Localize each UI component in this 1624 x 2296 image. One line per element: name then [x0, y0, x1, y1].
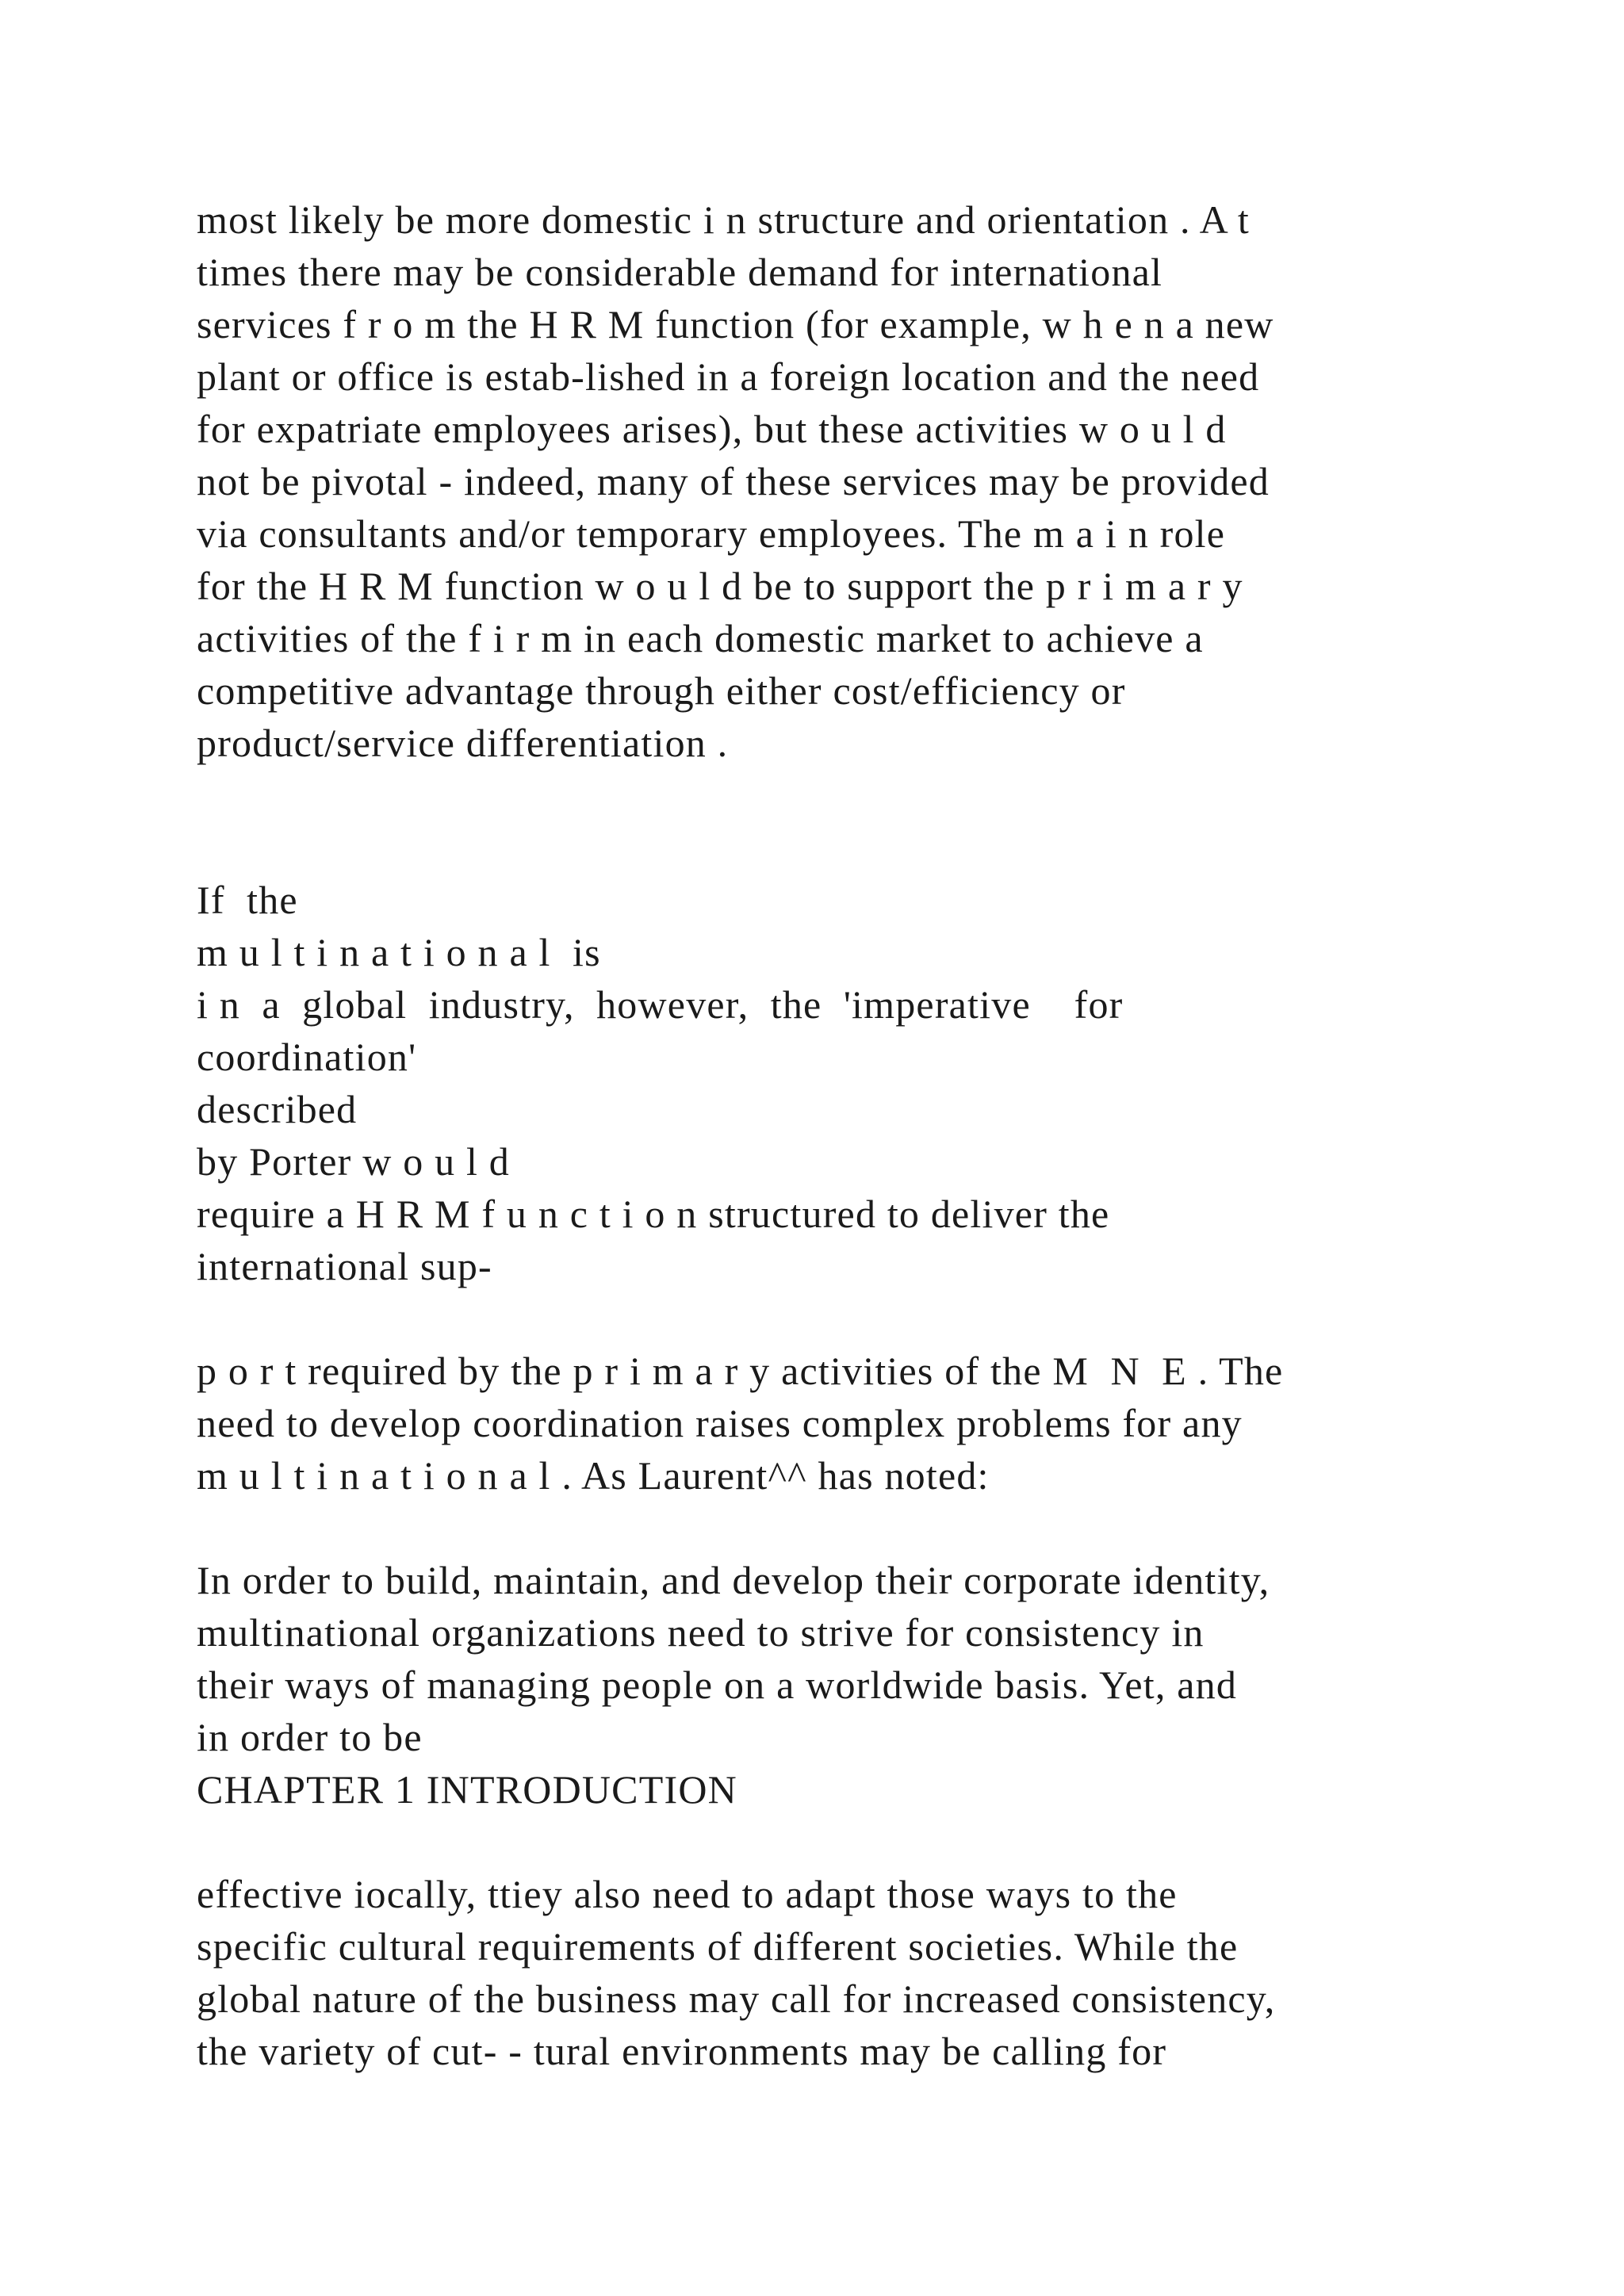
text-line: for expatriate employees arises), but these activities w o u l d — [197, 407, 1227, 451]
text-line: international sup- — [197, 1244, 492, 1288]
paragraph-spacer — [197, 1292, 1545, 1345]
text-line: need to develop coordination raises complex problems for any — [197, 1401, 1243, 1445]
text-line: multinational organizations need to strive for consistency in — [197, 1610, 1205, 1655]
text-line: In order to build, maintain, and develop their corporate identity, — [197, 1558, 1270, 1602]
text-line: services f r o m the H R M function (for example, w h e n a new — [197, 302, 1274, 346]
chapter-heading: CHAPTER 1 INTRODUCTION — [197, 1767, 737, 1812]
text-line: not be pivotal - indeed, many of these services may be provided — [197, 459, 1270, 503]
text-line: via consultants and/or temporary employees. The m a i n role — [197, 511, 1226, 556]
text-line: for the H R M function w o u l d be to support the p r i m a r y — [197, 564, 1243, 608]
paragraph-global-industry — [197, 874, 1545, 1292]
text-line: competitive advantage through either cost/efficiency or — [197, 668, 1126, 713]
text-line: m u l t i n a t i o n a l is — [197, 930, 601, 974]
paragraph-coordination — [197, 1345, 1545, 1502]
paragraph-spacer — [197, 769, 1545, 874]
text-line: p o r t required by the p r i m a r y activities of the M N E . The — [197, 1349, 1284, 1393]
text-line: the variety of cut- - tural environments may be calling for — [197, 2029, 1167, 2073]
paragraph-local-adaptation — [197, 1868, 1545, 2077]
text-line: plant or office is estab-lished in a foreign location and the need — [197, 354, 1260, 399]
text-line: i n a global industry, however, the 'imperative for — [197, 982, 1124, 1027]
text-line: specific cultural requirements of different societies. While the — [197, 1924, 1239, 1969]
text-line: coordination' — [197, 1035, 417, 1079]
text-line: If the — [197, 878, 298, 922]
text-line: product/service differentiation . — [197, 721, 729, 765]
text-line: times there may be considerable demand for international — [197, 250, 1163, 294]
text-line: in order to be — [197, 1715, 423, 1759]
text-line: activities of the f i r m in each domestic market to achieve a — [197, 616, 1204, 660]
text-line: most likely be more domestic i n structure and orientation . A t — [197, 197, 1250, 242]
text-line: their ways of managing people on a worldwide basis. Yet, and — [197, 1663, 1238, 1707]
paragraph-spacer — [197, 1502, 1545, 1554]
text-line: effective iocally, ttiey also need to adapt those ways to the — [197, 1872, 1178, 1916]
text-line: described — [197, 1087, 358, 1131]
paragraph-spacer — [197, 1816, 1545, 1868]
paragraph-domestic-orientation — [197, 193, 1545, 769]
text-line: by Porter w o u l d — [197, 1139, 510, 1184]
text-line: global nature of the business may call for increased consistency, — [197, 1976, 1276, 2021]
document-body — [197, 193, 1545, 2077]
paragraph-laurent-quote — [197, 1554, 1545, 1816]
text-line: m u l t i n a t i o n a l . As Laurent^^ has noted: — [197, 1453, 990, 1498]
text-line: require a H R M f u n c t i o n structured to deliver the — [197, 1192, 1110, 1236]
